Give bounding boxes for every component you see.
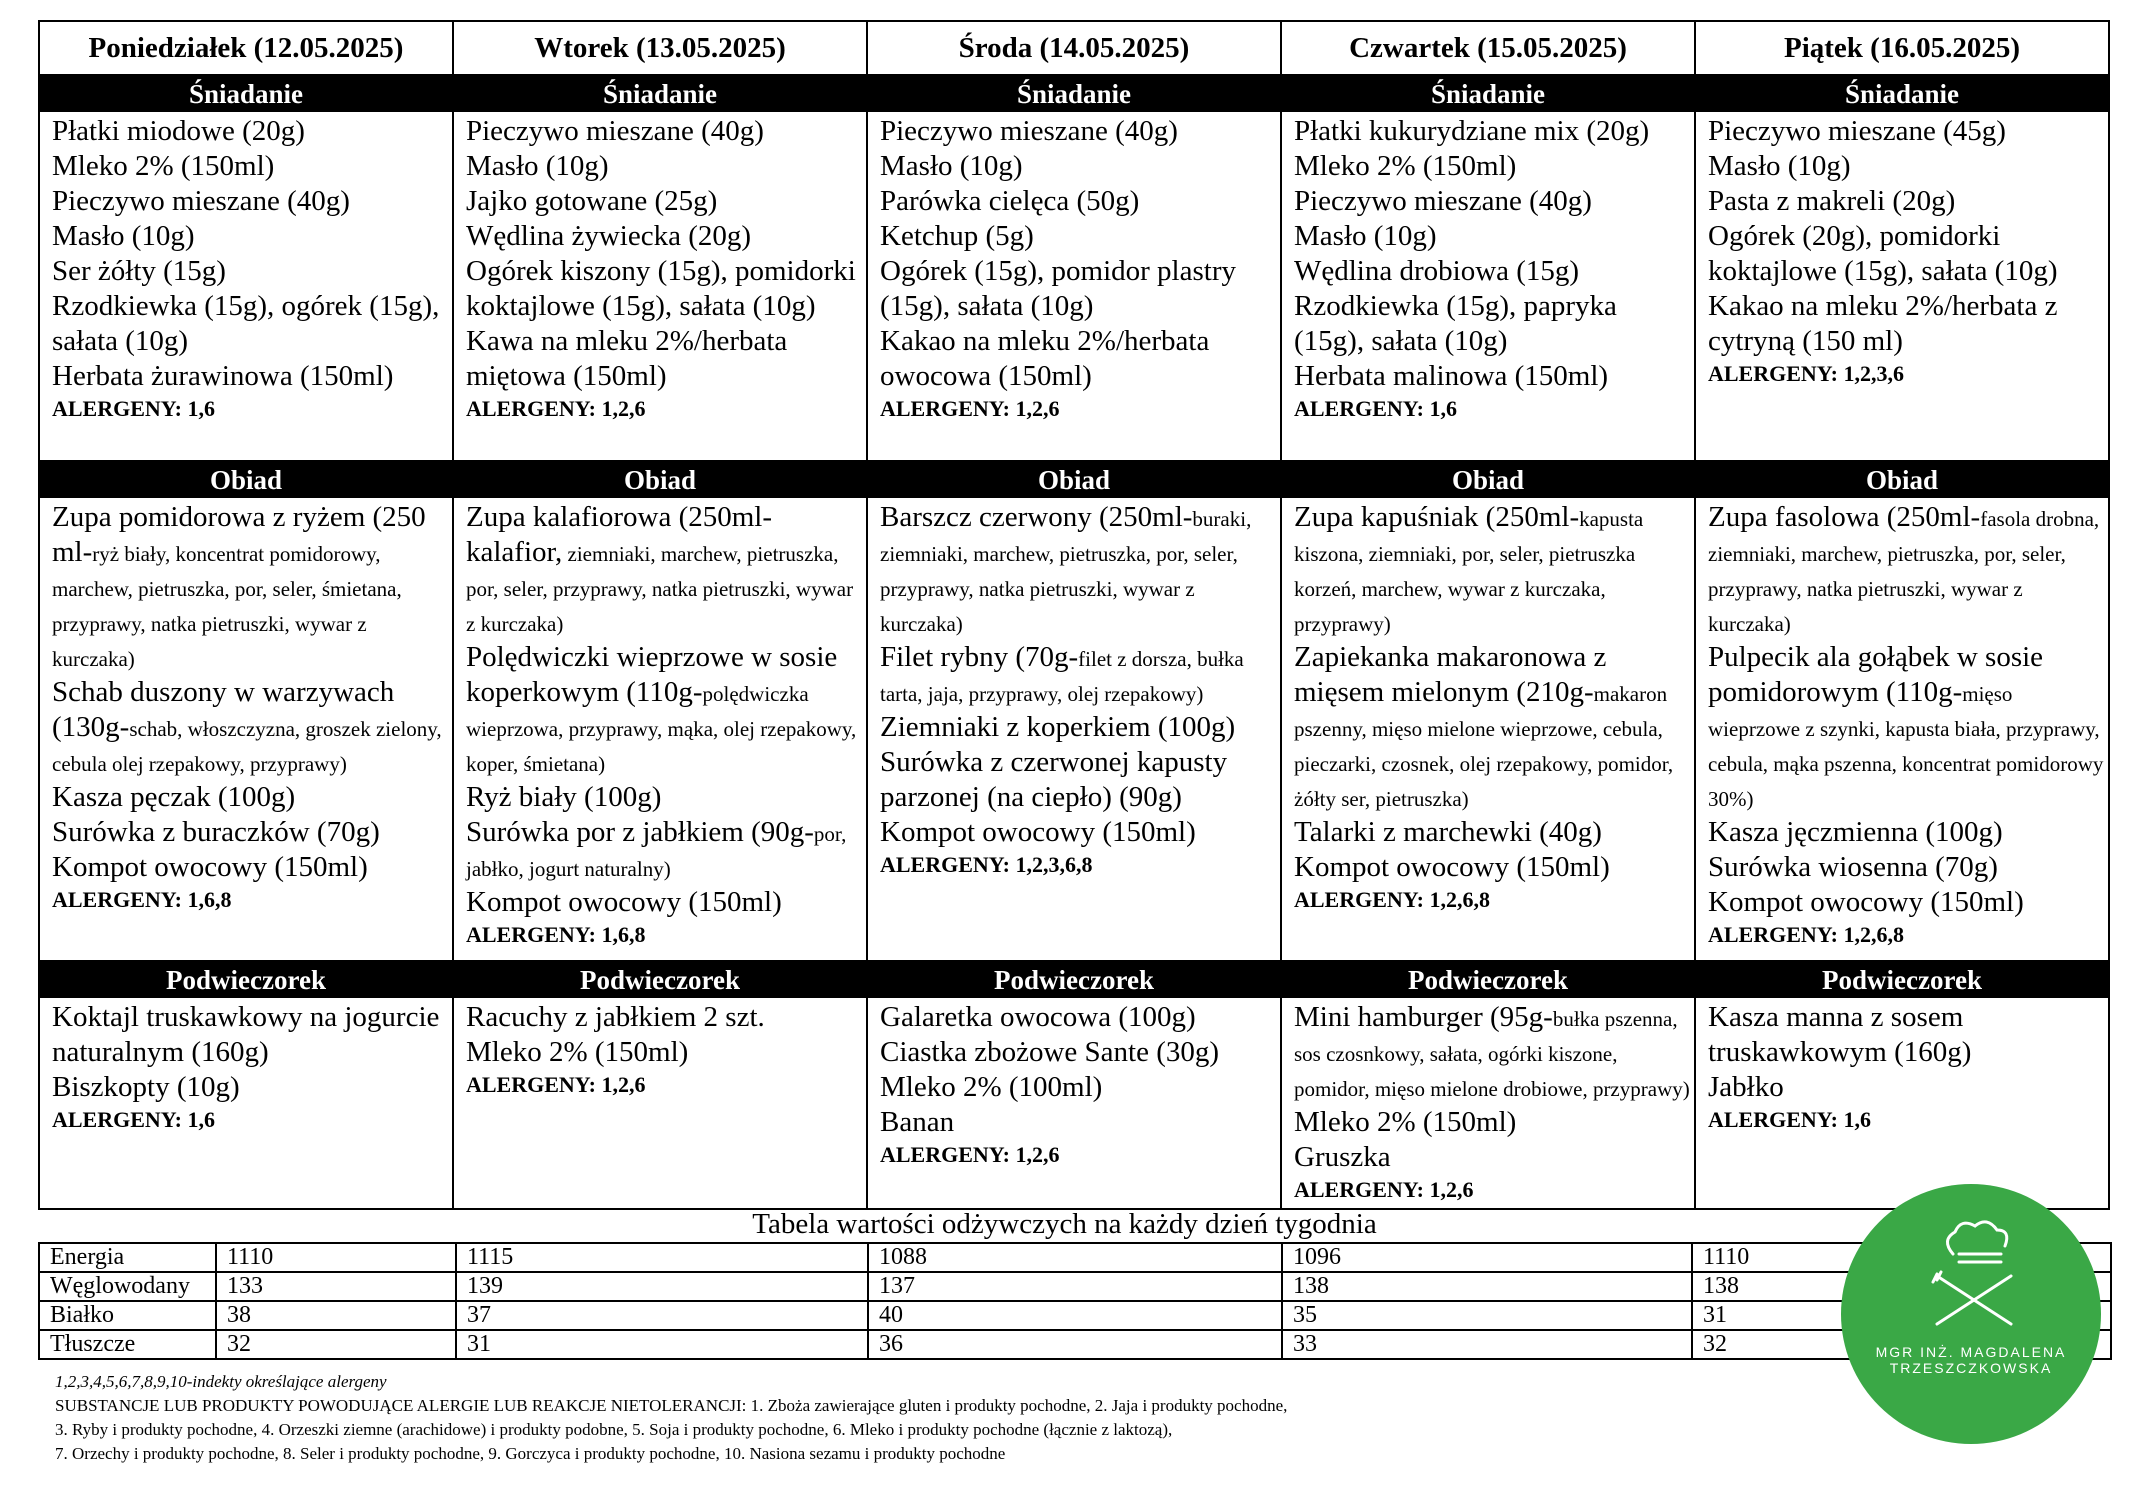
menu-item — [880, 1105, 1280, 1140]
menu-item-name: Kakao na mleku 2%/herbata z cytryną (150 ml) — [1708, 290, 2058, 357]
menu-item — [1708, 289, 2108, 359]
menu-item — [1294, 1140, 1694, 1175]
nutrient-value: 33 — [1282, 1330, 1692, 1359]
nutrient-value: 38 — [216, 1301, 456, 1330]
nutrient-value: 37 — [456, 1301, 868, 1330]
menu-item — [1294, 359, 1694, 394]
nutrient-value: 1110 — [216, 1243, 456, 1272]
menu-item — [1294, 500, 1694, 640]
menu-item — [466, 219, 866, 254]
day-header: Środa (14.05.2025) — [867, 21, 1281, 75]
nutrient-label: Tłuszcze — [39, 1330, 216, 1359]
lunch-items — [40, 498, 452, 917]
menu-item — [880, 219, 1280, 254]
menu-item — [52, 500, 452, 675]
menu-item-name: Kasza jęczmienna (100g) — [1708, 816, 2003, 848]
menu-item-ingredients: buraki, ziemniaki, marchew, pietruszka, por, seler, przyprawy, natka pietruszki, wywar z kurczaka) — [880, 507, 1252, 636]
lunch-label: Obiad — [1696, 462, 2108, 498]
lunch-cell — [1695, 461, 2109, 961]
menu-item — [880, 184, 1280, 219]
nutrient-value: 35 — [1282, 1301, 1692, 1330]
nutrient-value: 32 — [216, 1330, 456, 1359]
menu-item — [880, 1000, 1280, 1035]
snack-cell — [453, 961, 867, 1209]
menu-item — [880, 1070, 1280, 1105]
menu-item — [1708, 1000, 2108, 1070]
lunch-items — [868, 498, 1280, 882]
menu-item-name: Mleko 2% (100ml) — [880, 1071, 1103, 1103]
menu-item — [880, 114, 1280, 149]
menu-item — [52, 359, 452, 394]
nutrient-value: 138 — [1692, 1272, 2111, 1301]
nutrition-row — [39, 1272, 2111, 1301]
menu-item — [880, 500, 1280, 640]
allergens-note: ALERGENY: 1,2,6,8 — [1294, 887, 1490, 912]
menu-item — [1708, 640, 2108, 815]
menu-item-ingredients: ziemniaki, marchew, pietruszka, por, seler, przyprawy, natka pietruszki, wywar z kurczaka) — [466, 542, 854, 636]
menu-item-name: Masło (10g) — [1708, 150, 1851, 182]
menu-item — [466, 780, 866, 815]
logo-name-line: MGR INŻ. MAGDALENA — [1875, 1344, 2067, 1360]
snack-label: Podwieczorek — [454, 962, 866, 998]
menu-item — [466, 500, 866, 640]
allergens-note: ALERGENY: 1,6 — [52, 1107, 215, 1132]
allergens-note: ALERGENY: 1,2,6 — [880, 396, 1060, 421]
lunch-label: Obiad — [40, 462, 452, 498]
menu-item — [52, 1000, 452, 1070]
breakfast-cell — [453, 75, 867, 461]
menu-item-name: Ogórek (15g), pomidor plastry (15g), sałata (10g) — [880, 255, 1236, 322]
menu-item-name: Kompot owocowy (150ml) — [52, 851, 368, 883]
menu-item — [466, 815, 866, 885]
menu-item-name: Ciastka zbożowe Sante (30g) — [880, 1036, 1220, 1068]
menu-item — [466, 184, 866, 219]
menu-item — [52, 850, 452, 885]
menu-item — [466, 324, 866, 394]
menu-item-ingredients: kapusta kiszona, ziemniaki, por, seler, pietruszka korzeń, marchew, wywar z kurczaka, przyprawy) — [1294, 507, 1644, 636]
menu-item-name: Schab duszony w warzywach (130g- — [52, 676, 395, 743]
menu-item-ingredients: mięso wieprzowe z szynki, kapusta biała, przyprawy, cebula, mąka pszenna, koncentrat pomidorowy 30%) — [1708, 682, 2104, 811]
menu-item-name: Ryż biały (100g) — [466, 781, 662, 813]
menu-item — [52, 780, 452, 815]
menu-item-name: Kawa na mleku 2%/herbata miętowa (150ml) — [466, 325, 788, 392]
menu-item-name: Ogórek kiszony (15g), pomidorki koktajlowe (15g), sałata (10g) — [466, 255, 856, 322]
menu-item-name: Mleko 2% (150ml) — [1294, 1106, 1517, 1138]
nutrient-value: 1115 — [456, 1243, 868, 1272]
nutrition-table — [38, 1242, 2112, 1360]
lunch-cell — [867, 461, 1281, 961]
snack-items — [868, 998, 1280, 1172]
breakfast-items — [868, 112, 1280, 426]
menu-table — [38, 20, 2110, 1210]
menu-item — [1708, 149, 2108, 184]
menu-item-name: Kasza pęczak (100g) — [52, 781, 296, 813]
snack-cell — [1281, 961, 1695, 1209]
menu-item — [880, 710, 1280, 745]
allergens-note: ALERGENY: 1,2,6 — [1294, 1177, 1474, 1202]
nutrient-value: 1110 — [1692, 1243, 2111, 1272]
lunch-label: Obiad — [454, 462, 866, 498]
menu-item-name: Pasta z makreli (20g) — [1708, 185, 1956, 217]
menu-item-name: Surówka por z jabłkiem (90g- — [466, 816, 814, 848]
menu-item — [466, 114, 866, 149]
menu-item-name: Zupa pomidorowa z ryżem (250 ml- — [52, 501, 426, 568]
allergen-list-line: 7. Orzechy i produkty pochodne, 8. Seler i produkty pochodne, 9. Gorczyca i produkty pochodne, 10. Nasiona sezamu i produkty pochodne — [55, 1444, 1006, 1463]
lunch-cell — [453, 461, 867, 961]
menu-item-ingredients: polędwiczka wieprzowa, przyprawy, mąka, olej rzepakowy, koper, śmietana) — [466, 682, 857, 776]
nutrient-value: 36 — [868, 1330, 1282, 1359]
menu-item-name: Mleko 2% (150ml) — [1294, 150, 1517, 182]
menu-item — [880, 254, 1280, 324]
allergen-legend: 1,2,3,4,5,6,7,8,9,10-indekty określające alergeny — [55, 1372, 387, 1391]
menu-item-name: Surówka wiosenna (70g) — [1708, 851, 1998, 883]
menu-item — [1708, 885, 2108, 920]
menu-item — [52, 815, 452, 850]
nutrient-value: 31 — [1692, 1301, 2111, 1330]
breakfast-items — [454, 112, 866, 426]
snack-items — [1696, 998, 2108, 1137]
menu-item — [52, 184, 452, 219]
menu-item — [1294, 1000, 1694, 1105]
nutrient-value: 139 — [456, 1272, 868, 1301]
menu-item-name: Rzodkiewka (15g), ogórek (15g), sałata (10g) — [52, 290, 440, 357]
breakfast-cell — [1695, 75, 2109, 461]
menu-item — [1708, 500, 2108, 640]
menu-item-name: Zapiekanka makaronowa z mięsem mielonym (210g- — [1294, 641, 1607, 708]
lunch-label: Obiad — [1282, 462, 1694, 498]
allergens-note: ALERGENY: 1,6,8 — [52, 887, 232, 912]
menu-item-name: Gruszka — [1294, 1141, 1391, 1173]
snack-label: Podwieczorek — [1696, 962, 2108, 998]
day-header: Wtorek (13.05.2025) — [453, 21, 867, 75]
allergens-note: ALERGENY: 1,2,6 — [466, 396, 646, 421]
menu-item-name: Ketchup (5g) — [880, 220, 1034, 252]
menu-item-name: Jajko gotowane (25g) — [466, 185, 718, 217]
menu-item-ingredients: schab, włoszczyzna, groszek zielony, cebula olej rzepakowy, przyprawy) — [52, 717, 442, 776]
menu-item — [52, 219, 452, 254]
nutrition-title: Tabela wartości odżywczych na każdy dzień tygodnia — [752, 1208, 1377, 1240]
menu-item-name: Pieczywo mieszane (45g) — [1708, 115, 2006, 147]
day-header: Poniedziałek (12.05.2025) — [39, 21, 453, 75]
menu-item — [880, 815, 1280, 850]
nutrient-value: 137 — [868, 1272, 1282, 1301]
menu-item — [1294, 219, 1694, 254]
menu-item — [880, 324, 1280, 394]
menu-item — [1708, 1070, 2108, 1105]
nutrient-value: 1088 — [868, 1243, 1282, 1272]
menu-item-name: Wędlina drobiowa (15g) — [1294, 255, 1580, 287]
menu-item-name: Biszkopty (10g) — [52, 1071, 240, 1103]
menu-item-name: Pieczywo mieszane (40g) — [1294, 185, 1592, 217]
nutrient-value: 31 — [456, 1330, 868, 1359]
menu-item-name: Koktajl truskawkowy na jogurcie naturalnym (160g) — [52, 1001, 440, 1068]
menu-item-name: Barszcz czerwony (250ml- — [880, 501, 1193, 533]
menu-item — [52, 254, 452, 289]
lunch-cell — [39, 461, 453, 961]
menu-item-name: Herbata malinowa (150ml) — [1294, 360, 1609, 392]
breakfast-label: Śniadanie — [1282, 76, 1694, 112]
menu-item-ingredients: makaron pszenny, mięso mielone wieprzowe, cebula, pieczarki, czosnek, olej rzepakowy, pomidor, żółty ser, pietruszka) — [1294, 682, 1674, 811]
menu-item — [466, 254, 866, 324]
menu-item-name: Masło (10g) — [880, 150, 1023, 182]
snack-items — [40, 998, 452, 1137]
logo-name-line: TRZESZCZKOWSKA — [1889, 1360, 2053, 1376]
menu-item-name: Polędwiczki wieprzowe w sosie koperkowym (110g- — [466, 641, 838, 708]
menu-item-name: Kompot owocowy (150ml) — [880, 816, 1196, 848]
allergen-list-line: 3. Ryby i produkty pochodne, 4. Orzeszki ziemne (arachidowe) i produkty podobne, 5. Soja i produkty pochodne, 6. Mleko i produkty pochodne (łącznie z laktozą), — [55, 1420, 1173, 1439]
menu-item-name: Wędlina żywiecka (20g) — [466, 220, 752, 252]
menu-item — [52, 289, 452, 359]
menu-item-name: Talarki z marchewki (40g) — [1294, 816, 1602, 848]
nutrient-value: 32 — [1692, 1330, 2111, 1359]
allergens-note: ALERGENY: 1,2,6 — [880, 1142, 1060, 1167]
allergen-footer — [55, 1370, 2105, 1466]
menu-item — [880, 745, 1280, 815]
menu-item-name: Filet rybny (70g- — [880, 641, 1079, 673]
menu-item-name: Zupa kalafiorowa (250ml-kalafior, — [466, 501, 773, 568]
menu-item — [52, 1070, 452, 1105]
allergens-note: ALERGENY: 1,2,3,6,8 — [880, 852, 1093, 877]
nutrient-value: 1096 — [1282, 1243, 1692, 1272]
menu-item-name: Ziemniaki z koperkiem (100g) — [880, 711, 1236, 743]
breakfast-items — [1282, 112, 1694, 426]
menu-item — [1294, 850, 1694, 885]
menu-item — [1708, 850, 2108, 885]
menu-item-name: Jabłko — [1708, 1071, 1784, 1103]
nutrition-row — [39, 1301, 2111, 1330]
snack-cell — [39, 961, 453, 1209]
menu-item-name: Mleko 2% (150ml) — [52, 150, 275, 182]
allergens-note: ALERGENY: 1,2,6 — [466, 1072, 646, 1097]
menu-item — [466, 1000, 866, 1035]
menu-item-name: Pieczywo mieszane (40g) — [52, 185, 350, 217]
chef-hat-icon — [1841, 1184, 2101, 1344]
allergens-note: ALERGENY: 1,6,8 — [466, 922, 646, 947]
menu-item — [880, 1035, 1280, 1070]
snack-cell — [1695, 961, 2109, 1209]
menu-item — [1294, 815, 1694, 850]
breakfast-cell — [39, 75, 453, 461]
menu-item-name: Racuchy z jabłkiem 2 szt. — [466, 1001, 765, 1033]
menu-item-ingredients: bułka pszenna, sos czosnkowy, sałata, ogórki kiszone, pomidor, mięso mielone drobiowe, przyprawy) — [1294, 1007, 1690, 1101]
menu-item — [1294, 640, 1694, 815]
menu-item-name: Ser żółty (15g) — [52, 255, 226, 287]
menu-item-ingredients: ryż biały, koncentrat pomidorowy, marchew, pietruszka, por, seler, śmietana, przyprawy, natka pietruszki, wywar z kurczaka) — [52, 542, 402, 671]
breakfast-label: Śniadanie — [868, 76, 1280, 112]
day-header: Piątek (16.05.2025) — [1695, 21, 2109, 75]
menu-item-name: Parówka cielęca (50g) — [880, 185, 1140, 217]
menu-item — [1294, 1105, 1694, 1140]
menu-item — [466, 1035, 866, 1070]
menu-item-name: Kompot owocowy (150ml) — [1294, 851, 1610, 883]
menu-item-name: Masło (10g) — [52, 220, 195, 252]
breakfast-items — [40, 112, 452, 426]
menu-item-name: Zupa kapuśniak (250ml- — [1294, 501, 1580, 533]
menu-item-name: Galaretka owocowa (100g) — [880, 1001, 1196, 1033]
menu-item — [1708, 219, 2108, 289]
menu-item-name: Pieczywo mieszane (40g) — [880, 115, 1178, 147]
lunch-items — [1282, 498, 1694, 917]
breakfast-cell — [1281, 75, 1695, 461]
menu-item-name: Kompot owocowy (150ml) — [1708, 886, 2024, 918]
allergens-note: ALERGENY: 1,2,3,6 — [1708, 361, 1904, 386]
allergens-note: ALERGENY: 1,2,6,8 — [1708, 922, 1904, 947]
snack-label: Podwieczorek — [868, 962, 1280, 998]
allergens-note: ALERGENY: 1,6 — [1294, 396, 1457, 421]
nutrient-label: Białko — [39, 1301, 216, 1330]
menu-item-name: Płatki kukurydziane mix (20g) — [1294, 115, 1650, 147]
menu-item-name: Kakao na mleku 2%/herbata owocowa (150ml) — [880, 325, 1210, 392]
menu-item — [1708, 815, 2108, 850]
menu-item — [52, 114, 452, 149]
menu-item-name: Masło (10g) — [466, 150, 609, 182]
menu-item-name: Kasza manna z sosem truskawkowym (160g) — [1708, 1001, 1972, 1068]
lunch-label: Obiad — [868, 462, 1280, 498]
dietitian-logo — [1841, 1184, 2101, 1444]
snack-items — [454, 998, 866, 1102]
nutrient-value: 138 — [1282, 1272, 1692, 1301]
menu-item-name: Zupa fasolowa (250ml- — [1708, 501, 1981, 533]
nutrient-value: 40 — [868, 1301, 1282, 1330]
menu-item-name: Pieczywo mieszane (40g) — [466, 115, 764, 147]
menu-item — [466, 640, 866, 780]
nutrient-label: Energia — [39, 1243, 216, 1272]
menu-item — [466, 885, 866, 920]
nutrient-value: 133 — [216, 1272, 456, 1301]
nutrition-row — [39, 1243, 2111, 1272]
snack-cell — [867, 961, 1281, 1209]
snack-label: Podwieczorek — [40, 962, 452, 998]
nutrition-row — [39, 1330, 2111, 1359]
menu-item-name: Herbata żurawinowa (150ml) — [52, 360, 394, 392]
menu-item-name: Surówka z czerwonej kapusty parzonej (na ciepło) (90g) — [880, 746, 1228, 813]
breakfast-items — [1696, 112, 2108, 391]
allergen-list-line: SUBSTANCJE LUB PRODUKTY POWODUJĄCE ALERGIE LUB REAKCJE NIETOLERANCJI: 1. Zboża zawierające gluten i produkty pochodne, 2. Jaja i produkty pochodne, — [55, 1396, 1288, 1415]
menu-item-name: Płatki miodowe (20g) — [52, 115, 305, 147]
menu-item-ingredients: fasola drobna, ziemniaki, marchew, pietruszka, por, seler, przyprawy, natka pietruszki, wywar z kurczaka) — [1708, 507, 2100, 636]
menu-item-name: Pulpecik ala gołąbek w sosie pomidorowym (110g- — [1708, 641, 2044, 708]
menu-item — [1294, 184, 1694, 219]
menu-item-ingredients: filet z dorsza, bułka tarta, jaja, przyprawy, olej rzepakowy) — [880, 647, 1244, 706]
breakfast-cell — [867, 75, 1281, 461]
breakfast-label: Śniadanie — [454, 76, 866, 112]
menu-item-name: Surówka z buraczków (70g) — [52, 816, 380, 848]
menu-item — [880, 149, 1280, 184]
menu-item-name: Rzodkiewka (15g), papryka (15g), sałata (10g) — [1294, 290, 1617, 357]
menu-item — [52, 149, 452, 184]
snack-label: Podwieczorek — [1282, 962, 1694, 998]
breakfast-label: Śniadanie — [1696, 76, 2108, 112]
menu-item-name: Banan — [880, 1106, 955, 1138]
menu-item-name: Ogórek (20g), pomidorki koktajlowe (15g), sałata (10g) — [1708, 220, 2058, 287]
menu-item — [1294, 289, 1694, 359]
allergens-note: ALERGENY: 1,6 — [52, 396, 215, 421]
menu-item-name: Masło (10g) — [1294, 220, 1437, 252]
snack-items — [1282, 998, 1694, 1207]
menu-item-ingredients: por, jabłko, jogurt naturalny) — [466, 822, 847, 881]
breakfast-label: Śniadanie — [40, 76, 452, 112]
menu-item-name: Mleko 2% (150ml) — [466, 1036, 689, 1068]
menu-item — [466, 149, 866, 184]
lunch-cell — [1281, 461, 1695, 961]
menu-item — [1708, 114, 2108, 149]
menu-item-name: Kompot owocowy (150ml) — [466, 886, 782, 918]
menu-item-name: Mini hamburger (95g- — [1294, 1001, 1553, 1033]
menu-item — [1294, 149, 1694, 184]
day-header: Czwartek (15.05.2025) — [1281, 21, 1695, 75]
allergens-note: ALERGENY: 1,6 — [1708, 1107, 1871, 1132]
menu-item — [52, 675, 452, 780]
menu-item — [1294, 114, 1694, 149]
nutrient-label: Węglowodany — [39, 1272, 216, 1301]
menu-item — [1708, 184, 2108, 219]
lunch-items — [454, 498, 866, 952]
menu-item — [880, 640, 1280, 710]
menu-item — [1294, 254, 1694, 289]
lunch-items — [1696, 498, 2108, 952]
